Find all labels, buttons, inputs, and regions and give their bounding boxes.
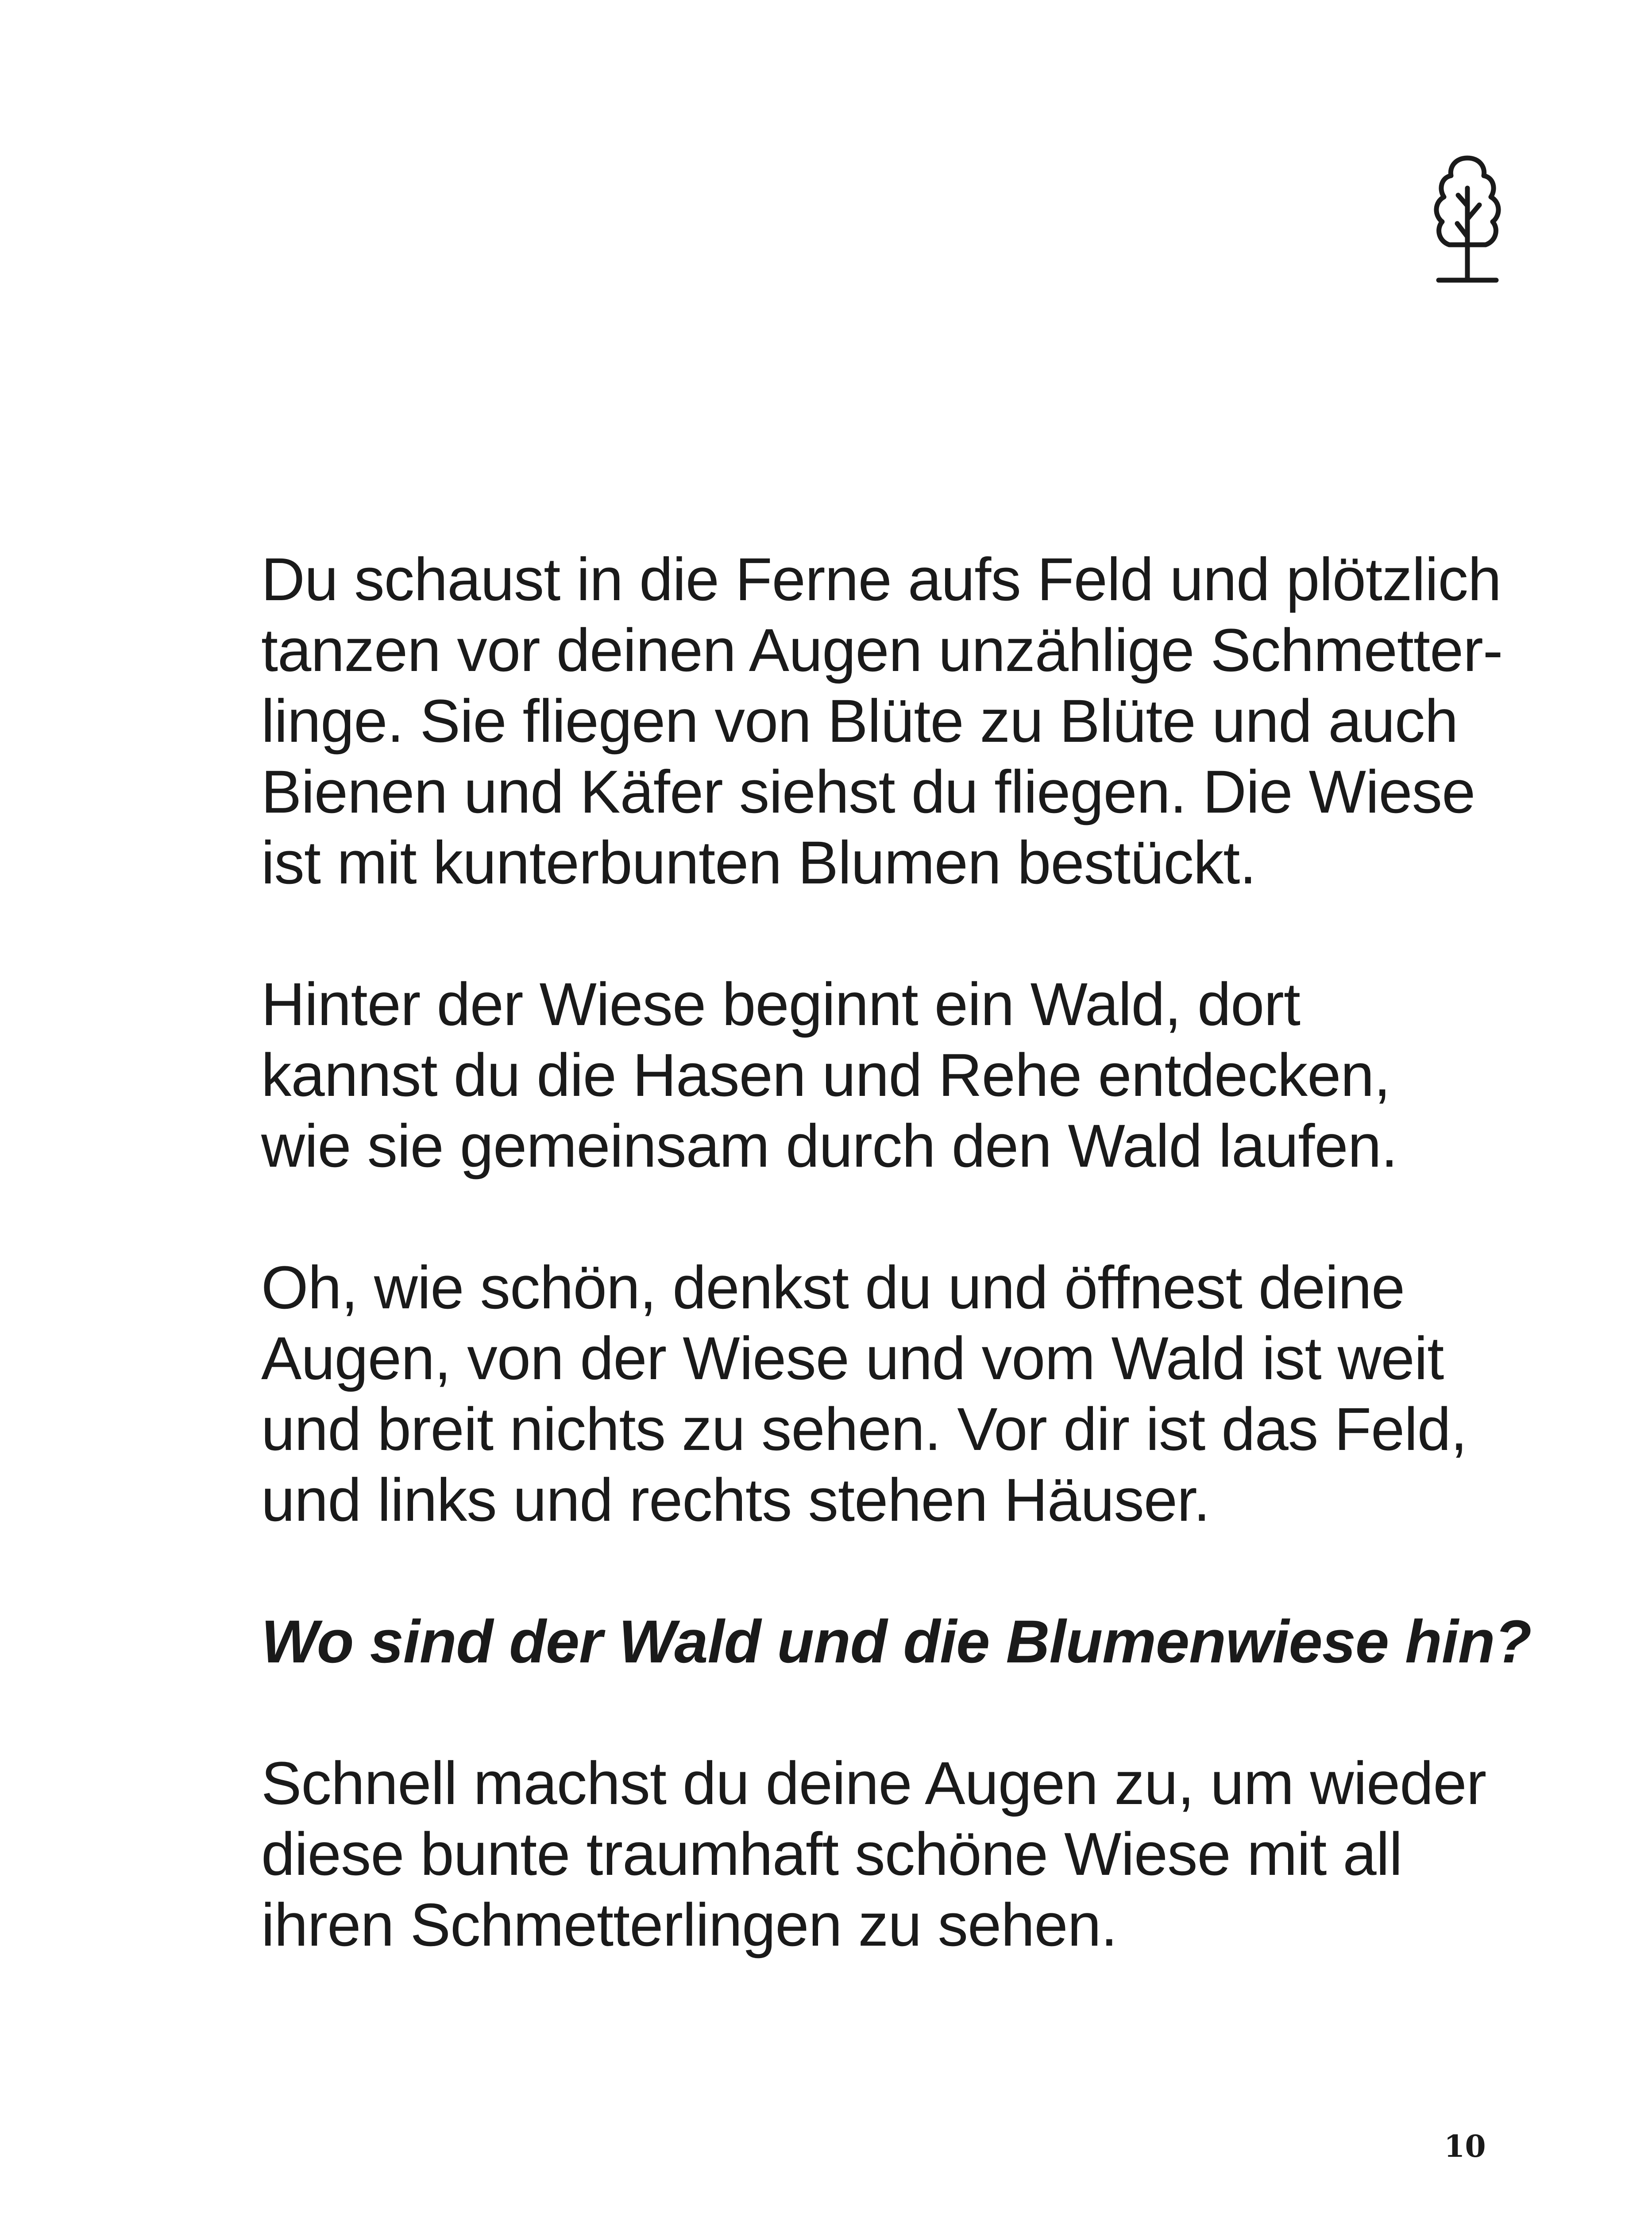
text-line: und links und rechts stehen Häuser. bbox=[261, 1466, 1210, 1534]
tree-icon bbox=[1421, 153, 1514, 285]
text-line: diese bunte traumhaft schöne Wiese mit all bbox=[261, 1820, 1402, 1888]
paragraph bbox=[261, 544, 1545, 898]
text-line: wie sie gemeinsam durch den Wald laufen. bbox=[261, 1112, 1397, 1180]
text-line: ist mit kunterbunten Blumen bestückt. bbox=[261, 829, 1256, 897]
text-line: Hinter der Wiese beginnt ein Wald, dort bbox=[261, 971, 1300, 1038]
text-line: Oh, wie schön, denkst du und öffnest deine bbox=[261, 1254, 1405, 1322]
text-line: kannst du die Hasen und Rehe entdecken, bbox=[261, 1041, 1390, 1109]
text-line: Du schaust in die Ferne aufs Feld und plötzlich bbox=[261, 546, 1501, 613]
text-line: und breit nichts zu sehen. Vor dir ist das Feld, bbox=[261, 1396, 1467, 1463]
question-paragraph bbox=[261, 1607, 1545, 1677]
text-line: Augen, von der Wiese und vom Wald ist weit bbox=[261, 1325, 1444, 1392]
text-line: Schnell machst du deine Augen zu, um wieder bbox=[261, 1750, 1486, 1817]
paragraph bbox=[261, 1748, 1545, 1961]
text-line: Bienen und Käfer siehst du fliegen. Die Wiese bbox=[261, 758, 1475, 826]
text-line: ihren Schmetterlingen zu sehen. bbox=[261, 1891, 1117, 1959]
paragraph bbox=[261, 969, 1545, 1182]
question-text: Wo sind der Wald und die Blumenwiese hin? bbox=[261, 1608, 1532, 1676]
text-line: tanzen vor deinen Augen unzählige Schmetter- bbox=[261, 617, 1503, 684]
text-line: linge. Sie fliegen von Blüte zu Blüte und auch bbox=[261, 687, 1458, 755]
page-number: 10 bbox=[1444, 2129, 1486, 2164]
paragraph bbox=[261, 1253, 1545, 1536]
story-text bbox=[261, 544, 1545, 2032]
